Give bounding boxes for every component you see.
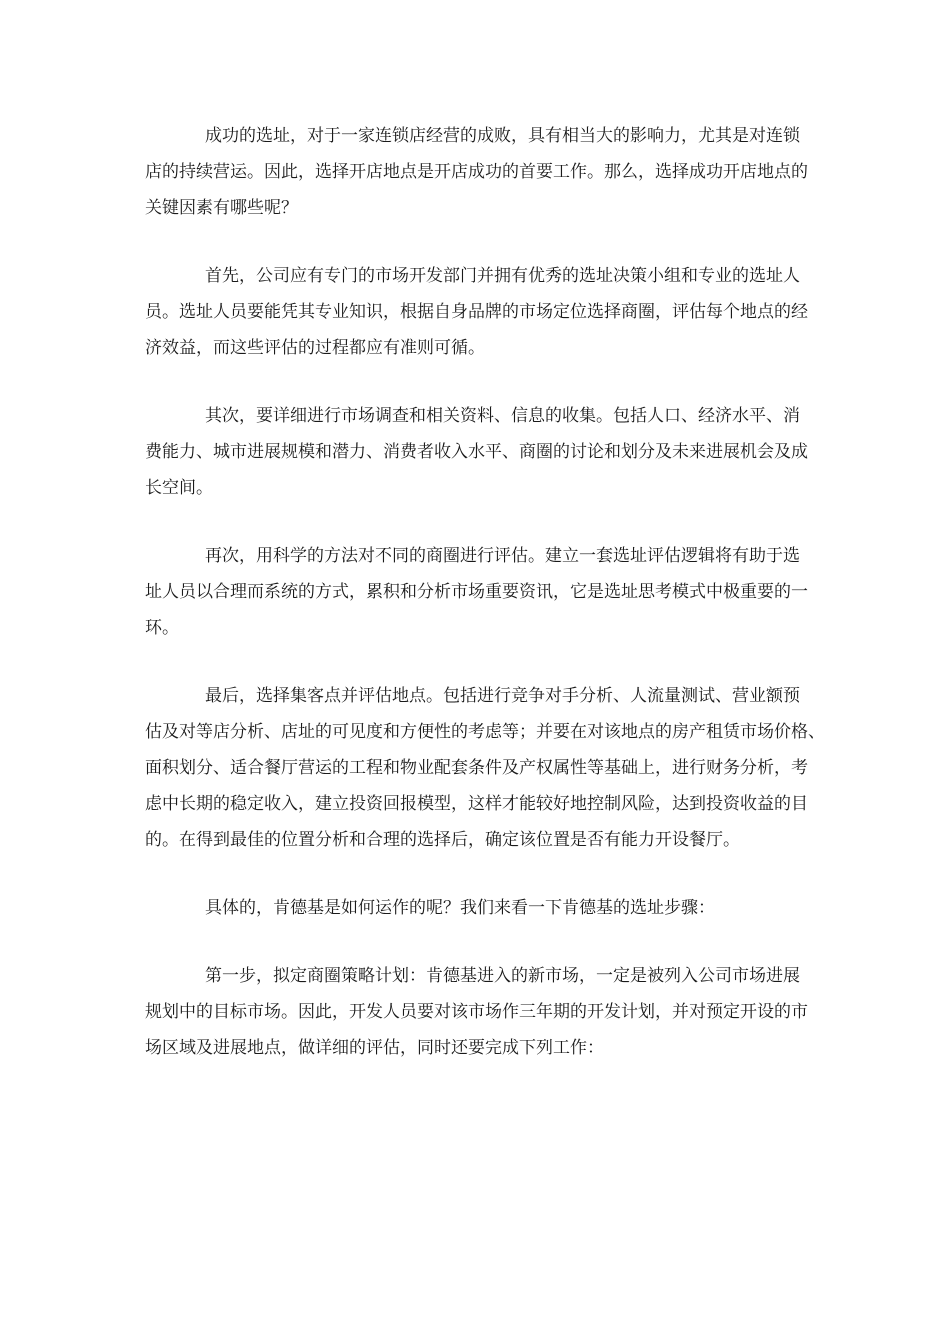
paragraph-line: 面积划分、适合餐厅营运的工程和物业配套条件及产权属性等基础上，进行财务分析，考 [145,758,808,778]
paragraph-line: 再次，用科学的方法对不同的商圈进行评估。建立一套选址评估逻辑将有助于选 [205,546,800,566]
document-body [145,118,825,1098]
paragraph-line: 关键因素有哪些呢？ [145,198,298,218]
paragraph-first [145,258,808,366]
paragraph-line: 最后，选择集客点并评估地点。包括进行竞争对手分析、人流量测试、营业额预 [205,686,800,706]
paragraph-line: 长空间。 [145,478,213,498]
paragraph-line: 费能力、城市进展规模和潜力、消费者收入水平、商圈的讨论和划分及未来进展机会及成 [145,442,808,462]
paragraph-second [145,398,808,506]
paragraph-finally [145,678,825,858]
paragraph-line: 规划中的目标市场。因此，开发人员要对该市场作三年期的开发计划，并对预定开设的市 [145,1002,808,1022]
paragraph-line: 虑中长期的稳定收入，建立投资回报模型，这样才能较好地控制风险，达到投资收益的目 [145,794,808,814]
paragraph-line: 址人员以合理而系统的方式，累积和分析市场重要资讯，它是选址思考模式中极重要的一 [145,582,808,602]
paragraph-line: 具体的，肯德基是如何运作的呢？我们来看一下肯德基的选址步骤： [205,898,715,918]
paragraph-third [145,538,808,646]
paragraph-line: 估及对等店分析、店址的可见度和方便性的考虑等；并要在对该地点的房产租赁市场价格、 [145,722,825,742]
paragraph-line: 其次，要详细进行市场调查和相关资料、信息的收集。包括人口、经济水平、消 [205,406,800,426]
paragraph-line: 店的持续营运。因此，选择开店地点是开店成功的首要工作。那么，选择成功开店地点的 [145,162,808,182]
paragraph-line: 第一步，拟定商圈策略计划：肯德基进入的新市场，一定是被列入公司市场进展 [205,966,800,986]
paragraph-success-location [145,118,808,226]
paragraph-kfc-intro [145,890,805,926]
paragraph-line: 成功的选址，对于一家连锁店经营的成败，具有相当大的影响力，尤其是对连锁 [205,126,800,146]
paragraph-line: 员。选址人员要能凭其专业知识，根据自身品牌的市场定位选择商圈，评估每个地点的经 [145,302,808,322]
paragraph-line: 环。 [145,618,179,638]
paragraph-line: 场区域及进展地点，做详细的评估，同时还要完成下列工作： [145,1038,604,1058]
paragraph-line: 济效益，而这些评估的过程都应有准则可循。 [145,338,485,358]
paragraph-line: 的。在得到最佳的位置分析和合理的选择后，确定该位置是否有能力开设餐厅。 [145,830,740,850]
paragraph-step-one [145,958,808,1066]
paragraph-line: 首先，公司应有专门的市场开发部门并拥有优秀的选址决策小组和专业的选址人 [205,266,800,286]
